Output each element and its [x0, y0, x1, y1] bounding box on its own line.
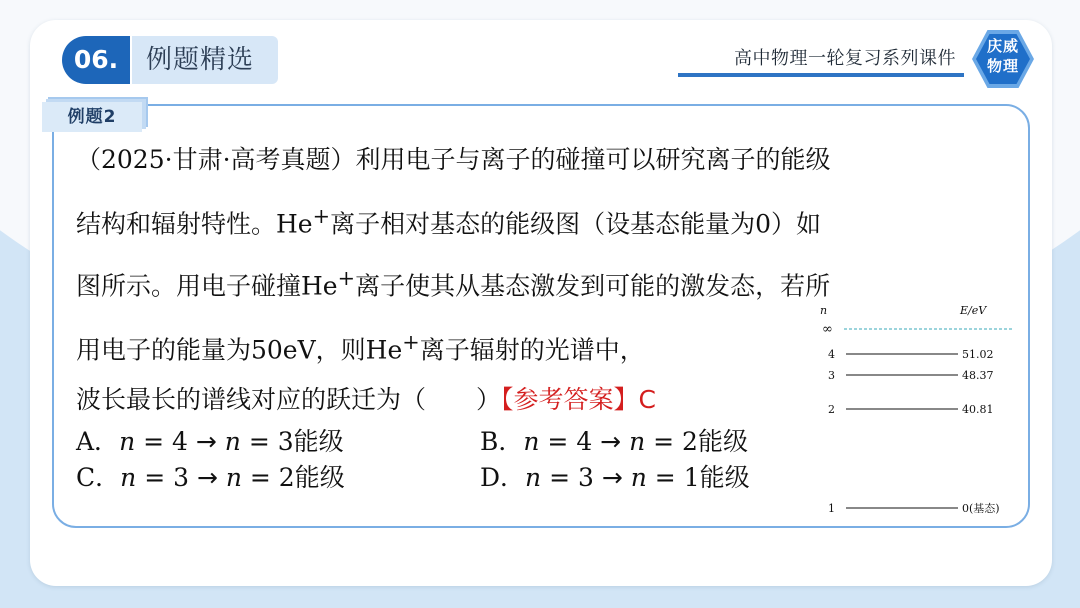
logo-text: [972, 36, 1034, 76]
section-number: 06.: [62, 36, 130, 84]
question-line-2: [76, 204, 821, 240]
question-text: 离子使其从基态激发到可能的激发态，若所: [355, 271, 831, 301]
question-line-3: [76, 266, 830, 302]
question-text: 图所示。用电子碰撞He: [76, 271, 338, 301]
option-label: A．: [76, 427, 120, 456]
option-suffix: 能级: [699, 463, 750, 492]
level-n-2: 2: [828, 403, 835, 416]
reference-answer: 【参考答案】C: [501, 385, 656, 414]
level-energy-4: 51.02: [962, 348, 994, 361]
title-underline: [678, 73, 964, 77]
question-text: 离子相对基态的能级图（设基态能量为0）如: [330, 209, 821, 239]
question-line-4: [76, 330, 645, 366]
option-from: 3: [173, 463, 189, 492]
level-energy-3: 48.37: [962, 369, 994, 382]
option-label: D．: [480, 463, 526, 492]
energy-level-diagram: [808, 300, 1023, 525]
option-from: 4: [172, 427, 188, 456]
option-label: C．: [76, 463, 121, 492]
option-d: D．n = 3 → n = 1能级: [480, 463, 750, 492]
logo-line1: 庆威: [986, 37, 1019, 55]
option-a: A．n = 4 → n = 3能级: [76, 427, 344, 456]
option-from: 3: [578, 463, 594, 492]
level-n-4: 4: [828, 348, 835, 361]
option-from: 4: [576, 427, 593, 456]
question-text: 波长最长的谱线对应的跃迁为（ ）: [76, 385, 502, 414]
superscript-plus: +: [402, 330, 420, 354]
logo-line2: 物理: [986, 57, 1019, 75]
option-label: B．: [480, 427, 524, 456]
option-to: 3: [277, 427, 294, 456]
n-axis-label: n: [820, 304, 828, 317]
level-n-1: 1: [828, 502, 835, 515]
section-title: 例题精选: [132, 36, 278, 84]
option-b: B．n = 4 → n = 2能级: [480, 427, 748, 456]
option-suffix: 能级: [294, 463, 345, 492]
question-text: 离子辐射的光谱中，: [419, 335, 645, 365]
option-to: 1: [683, 463, 700, 492]
level-n-3: 3: [828, 369, 835, 382]
superscript-plus: +: [312, 204, 331, 228]
level-energy-1: 0(基态): [962, 502, 1000, 515]
option-c: C．n = 3 → n = 2能级: [76, 463, 345, 492]
question-text: 结构和辐射特性。He: [76, 209, 313, 239]
option-suffix: 能级: [697, 427, 748, 456]
option-to: 2: [682, 427, 698, 456]
question-line-5: [76, 380, 656, 416]
option-to: 2: [278, 463, 295, 492]
energy-axis-label: E/eV: [960, 304, 987, 317]
superscript-plus: +: [337, 266, 356, 290]
question-line-1: （2025·甘肃·高考真题）利用电子与离子的碰撞可以研究离子的能级: [76, 145, 831, 174]
level-energy-2: 40.81: [962, 403, 994, 416]
infinity-label: ∞: [822, 322, 833, 337]
course-title: 高中物理一轮复习系列课件: [734, 48, 956, 69]
question-text: 用电子的能量为50eV，则He: [76, 335, 403, 365]
example-tab: 例题2: [42, 102, 142, 132]
option-suffix: 能级: [293, 427, 344, 456]
